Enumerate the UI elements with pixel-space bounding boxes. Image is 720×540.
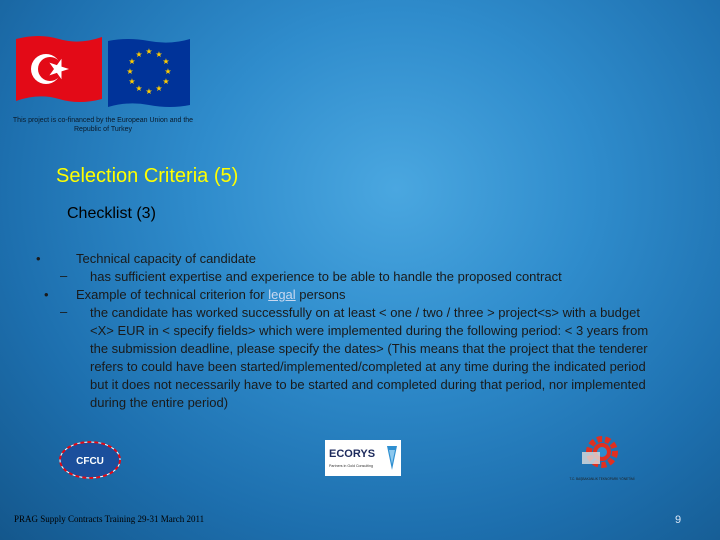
svg-text:★: ★	[145, 87, 153, 96]
footer-text: PRAG Supply Contracts Training 29-31 March 2011	[14, 514, 205, 524]
svg-text:★: ★	[145, 47, 153, 56]
ecorys-logo-name: ECORYS	[329, 448, 376, 460]
cofinanced-note: This project is co-financed by the European Union and the Republic of Turkey	[12, 117, 194, 133]
cfcu-logo-text: CFCU	[76, 456, 104, 467]
turkey-flag-icon	[14, 33, 104, 105]
bullet-1-subitem: has sufficient expertise and experience to be able to handle the proposed contract	[90, 269, 562, 284]
svg-text:★: ★	[162, 57, 170, 66]
svg-text:★: ★	[162, 77, 170, 86]
svg-text:★: ★	[135, 50, 143, 59]
bullet-marker: •	[44, 287, 49, 302]
bullet-marker: •	[36, 251, 41, 266]
slide-title: Selection Criteria (5)	[56, 165, 239, 187]
bullet-2-text	[76, 286, 676, 304]
eu-flag-icon	[106, 37, 192, 109]
svg-text:★: ★	[128, 77, 136, 86]
bullet-1-text: Technical capacity of candidate	[76, 251, 256, 266]
dash-marker: –	[60, 304, 68, 319]
bullet-2-pre: Example of technical criterion for	[76, 287, 269, 302]
gear-logo-caption: T.C. BAŞBAKANLIK TEKNOPARK YÖNETİMİ	[569, 477, 635, 481]
bullet-2-subitem: the candidate has worked successfully on at least < one / two / three > project<s> with a budget <X> EUR in < specify fields> which were implemented during the following period: < 3 years from the submission deadline, please specify the dates> (This means that the project that the tenderer refers to could have been started/implemented/completed at any time during the indicated period but it does not necessarily have to be started and completed during that period, nor implemented during the entire period)	[90, 305, 649, 410]
gear-logo-icon	[562, 432, 642, 482]
dash-marker: –	[60, 268, 68, 283]
bullet-2-post: persons	[295, 287, 346, 302]
slide-subtitle: Checklist (3)	[67, 205, 156, 222]
svg-text:★: ★	[128, 57, 136, 66]
svg-text:★: ★	[155, 50, 163, 59]
svg-text:★: ★	[155, 84, 163, 93]
page-number: 9	[675, 514, 682, 526]
cfcu-logo	[58, 440, 122, 480]
ecorys-logo	[325, 440, 401, 476]
ecorys-logo-tagline: Partners in Gold Consulting	[329, 464, 373, 468]
legal-link[interactable]: legal	[268, 287, 296, 302]
svg-text:★: ★	[164, 67, 172, 76]
svg-text:★: ★	[126, 67, 134, 76]
svg-text:★: ★	[135, 84, 143, 93]
